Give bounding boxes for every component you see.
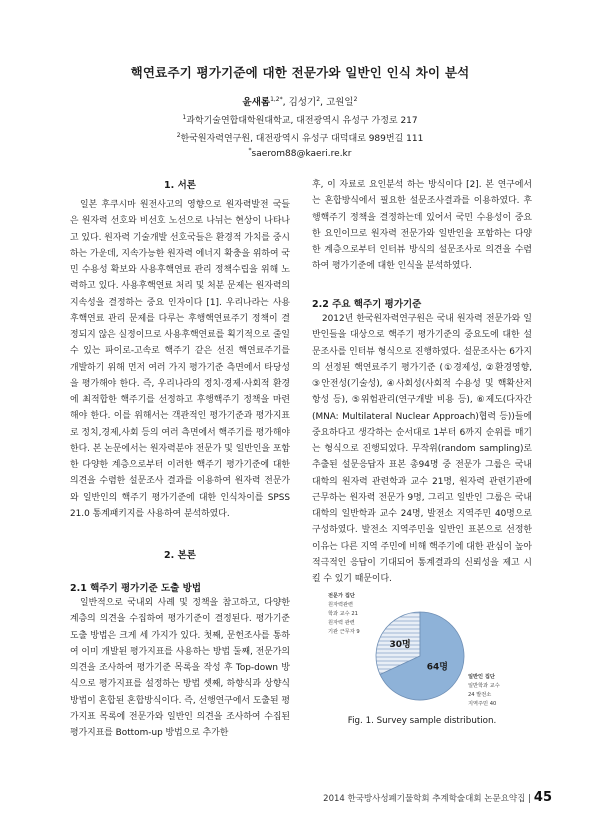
section-2-2-heading: 2.2 주요 핵주기 평가기준 (312, 299, 422, 310)
affiliation-1 (0, 113, 600, 126)
figure-caption: Fig. 1. Survey sample distribution. (347, 716, 497, 726)
legend-public (468, 672, 500, 707)
footer-text: 2014 한국방사성폐기물학회 추계학술대회 논문요약집 | (323, 794, 531, 804)
pie-slices (376, 612, 464, 700)
page-footer (323, 790, 552, 805)
section-1-heading: 1. 서론 (164, 180, 196, 191)
right-column-continuation (312, 177, 532, 275)
author-3-sup: 2 (353, 95, 358, 103)
section-2-2-paragraph: 2012년 한국원자력연구원은 국내 원자력 전문가와 일반인들을 대상으로 핵주기 평가기준의 중요도에 대한 설문조사를 인터뷰 형식으로 진행하였다. 설문조사는 6가지의 선정된 핵연료주기 평가기준 (①경제성, ②환경영향, ③안전성(기술성), ④사회성(사회적 수용성 및 핵확산저항성 등), ⑤위험관리(연구개발 비용 등), ⑥제도(다자간(MNA: Multilateral Nuclear Approach)협력 등))들에 중요하다고 생각하는 순서대로 1부터 6까지 순위를 매기는 형식으로 진행되었다. 무작위(random sampling)로 추출된 설문응답자 표본 총94명 중 전문가 그룹은 국내 대학의 원자력 관련학과 교수 21명, 원자력 관련기관에 근무하는 원자력 전문가 9명, 그리고 일반인 그룹은 국내 대학의 일반학과 교수 24명, 발전소 지역주민 40명으로 구성하였다. 발전소 지역주민을 일반인 표본으로 선정한 이유는 다른 지역 주민에 비해 핵주기에 대한 관심이 높아 적극적인 응답이 기대되어 통계결과의 신뢰성을 제고 시킬 수 있기 때문이다. (312, 314, 532, 584)
legend-public-line-3: 지역주민 40 (468, 701, 497, 707)
survey-pie-chart (318, 592, 528, 710)
legend-public-line-1: 일반학과 교수 (468, 683, 500, 689)
page-number: 45 (533, 790, 552, 805)
affiliation-2-sup: 2 (176, 132, 181, 139)
section-2-1-body (70, 595, 290, 741)
author-1: 윤새롬 (242, 97, 271, 108)
author-1-sup: 1,2* (270, 95, 283, 103)
author-2-sup: 2 (316, 95, 321, 103)
section-1-paragraph: 일본 후쿠시마 원전사고의 영향으로 원자력발전 국들은 원자력 선호와 비선호 노선으로 나뉘는 현상이 나타나고 있다. 원자력 기술개발 선호국들은 환경적 가치를 중시하는 가운데, 지속가능한 원자력 에너지 확충을 위하여 국민 수용성 확보와 사용후핵연료 관리 정책수립을 위해 노력하고 있다. 사용후핵연료 처리 및 처분 문제는 원자력의 지속성을 결정하는 중요 인자이다 [1]. 우리나라는 사용후핵연료 관리 문제를 다루는 후행핵연료주기 정책이 결정되지 않은 실정이므로 사용후핵연료를 획기적으로 줄일 수 있는 파이로-고속로 핵주기 같은 선진 핵연료주기를 개발하기 위해 먼저 여러 가지 평가기준 측면에서 타당성을 평가해야 한다. 즉, 우리나라의 정치·경제·사회적 환경에 최적합한 핵주기를 선정하고 후행핵주기 정책을 마련해야 한다. 이를 위해서는 객관적인 평가기준과 평가지표로 정치,경제,사회 등의 여러 측면에서 핵주기를 평가해야 한다. 본 논문에서는 원자력분야 전문가 및 일반인을 포함한 다양한 계층으로부터 이러한 핵주기 평가기준에 대한 의견을 수렴한 설문조사 결과를 이용하여 원자력 전문가와 일반인의 핵주기 평가기준에 대한 인식차이를 SPSS 21.0 통계패키지를 사용하여 분석하였다. (70, 200, 290, 519)
continuation-paragraph: 후, 이 자료로 요인분석 하는 방식이다 [2]. 본 연구에서는 혼합방식에서 필요한 설문조사결과를 이용하였다. 후행핵주기 정책을 결정하는데 있어서 국민 수용성이 중요한 요인이므로 원자력 전문가와 일반인을 포함하는 다양한 계층으로부터 인터뷰 방식의 설문조사로 의견을 수렴하여 평가기준에 대한 인식을 분석하였다. (312, 180, 532, 272)
author-3: 고원일 (326, 97, 354, 108)
author-list: 윤새롬$^{1,2*}$, 김성기$^2$, 고원일$^2$ (242, 95, 358, 108)
affiliation-1-sup: 1 (182, 114, 187, 121)
affiliation-2-text: 한국원자력연구원, 대전광역시 유성구 대덕대로 989번길 111 (180, 134, 424, 144)
legend-expert-line-3: 원자력 관련 (328, 620, 355, 626)
email (0, 149, 600, 159)
legend-expert-line-1: 원자력관련 (328, 602, 354, 608)
legend-expert-line-4: 기관 근무자 9 (328, 629, 360, 635)
email-sup: * (248, 147, 252, 154)
section-1-body (70, 197, 290, 522)
section-2-heading: 2. 본론 (164, 550, 196, 561)
section-2-1-paragraph: 일반적으로 국내외 사례 및 정책을 참고하고, 다양한 계층의 의견을 수집하여 평가기준이 결정된다. 평가기준 도출 방법은 크게 세 가지가 있다. 첫째, 문헌조사를 통하여 이미 개발된 평가지표를 사용하는 방법 둘째, 전문가의 의견을 조사하여 평가기준 목록을 작성 후 Top-down 방식으로 평가지표를 설정하는 방법 셋째, 하향식과 상향식 방법이 혼합된 혼합방식이다. 즉, 선행연구에서 도출된 평가지표 목록에 전문가와 일반인 의견을 조사하여 수집된 평가지표를 Bottom-up 방법으로 추가한 (70, 598, 290, 738)
legend-expert-line-2: 학과 교수 21 (328, 611, 358, 617)
affiliation-1-text: 과학기술연합대학원대학교, 대전광역시 유성구 가정로 217 (186, 116, 418, 126)
legend-public-line-2: 24 발전소 (468, 692, 492, 698)
email-text: saerom88@kaeri.re.kr (251, 149, 352, 159)
author-2: 김성기 (288, 97, 317, 108)
legend-expert (328, 592, 360, 635)
legend-public-title: 일반인 집단 (468, 674, 495, 680)
affiliation-2 (0, 131, 600, 144)
pie-label-expert: 30명 (389, 640, 411, 651)
pie-label-public: 64명 (426, 662, 448, 673)
paper-title: 핵연료주기 평가기준에 대한 전문가와 일반인 인식 차이 분석 (130, 65, 470, 80)
legend-expert-title: 전문가 집단 (328, 593, 355, 599)
section-2-1-heading: 2.1 핵주기 평가기준 도출 방법 (70, 583, 202, 594)
section-2-2-body (312, 311, 532, 587)
